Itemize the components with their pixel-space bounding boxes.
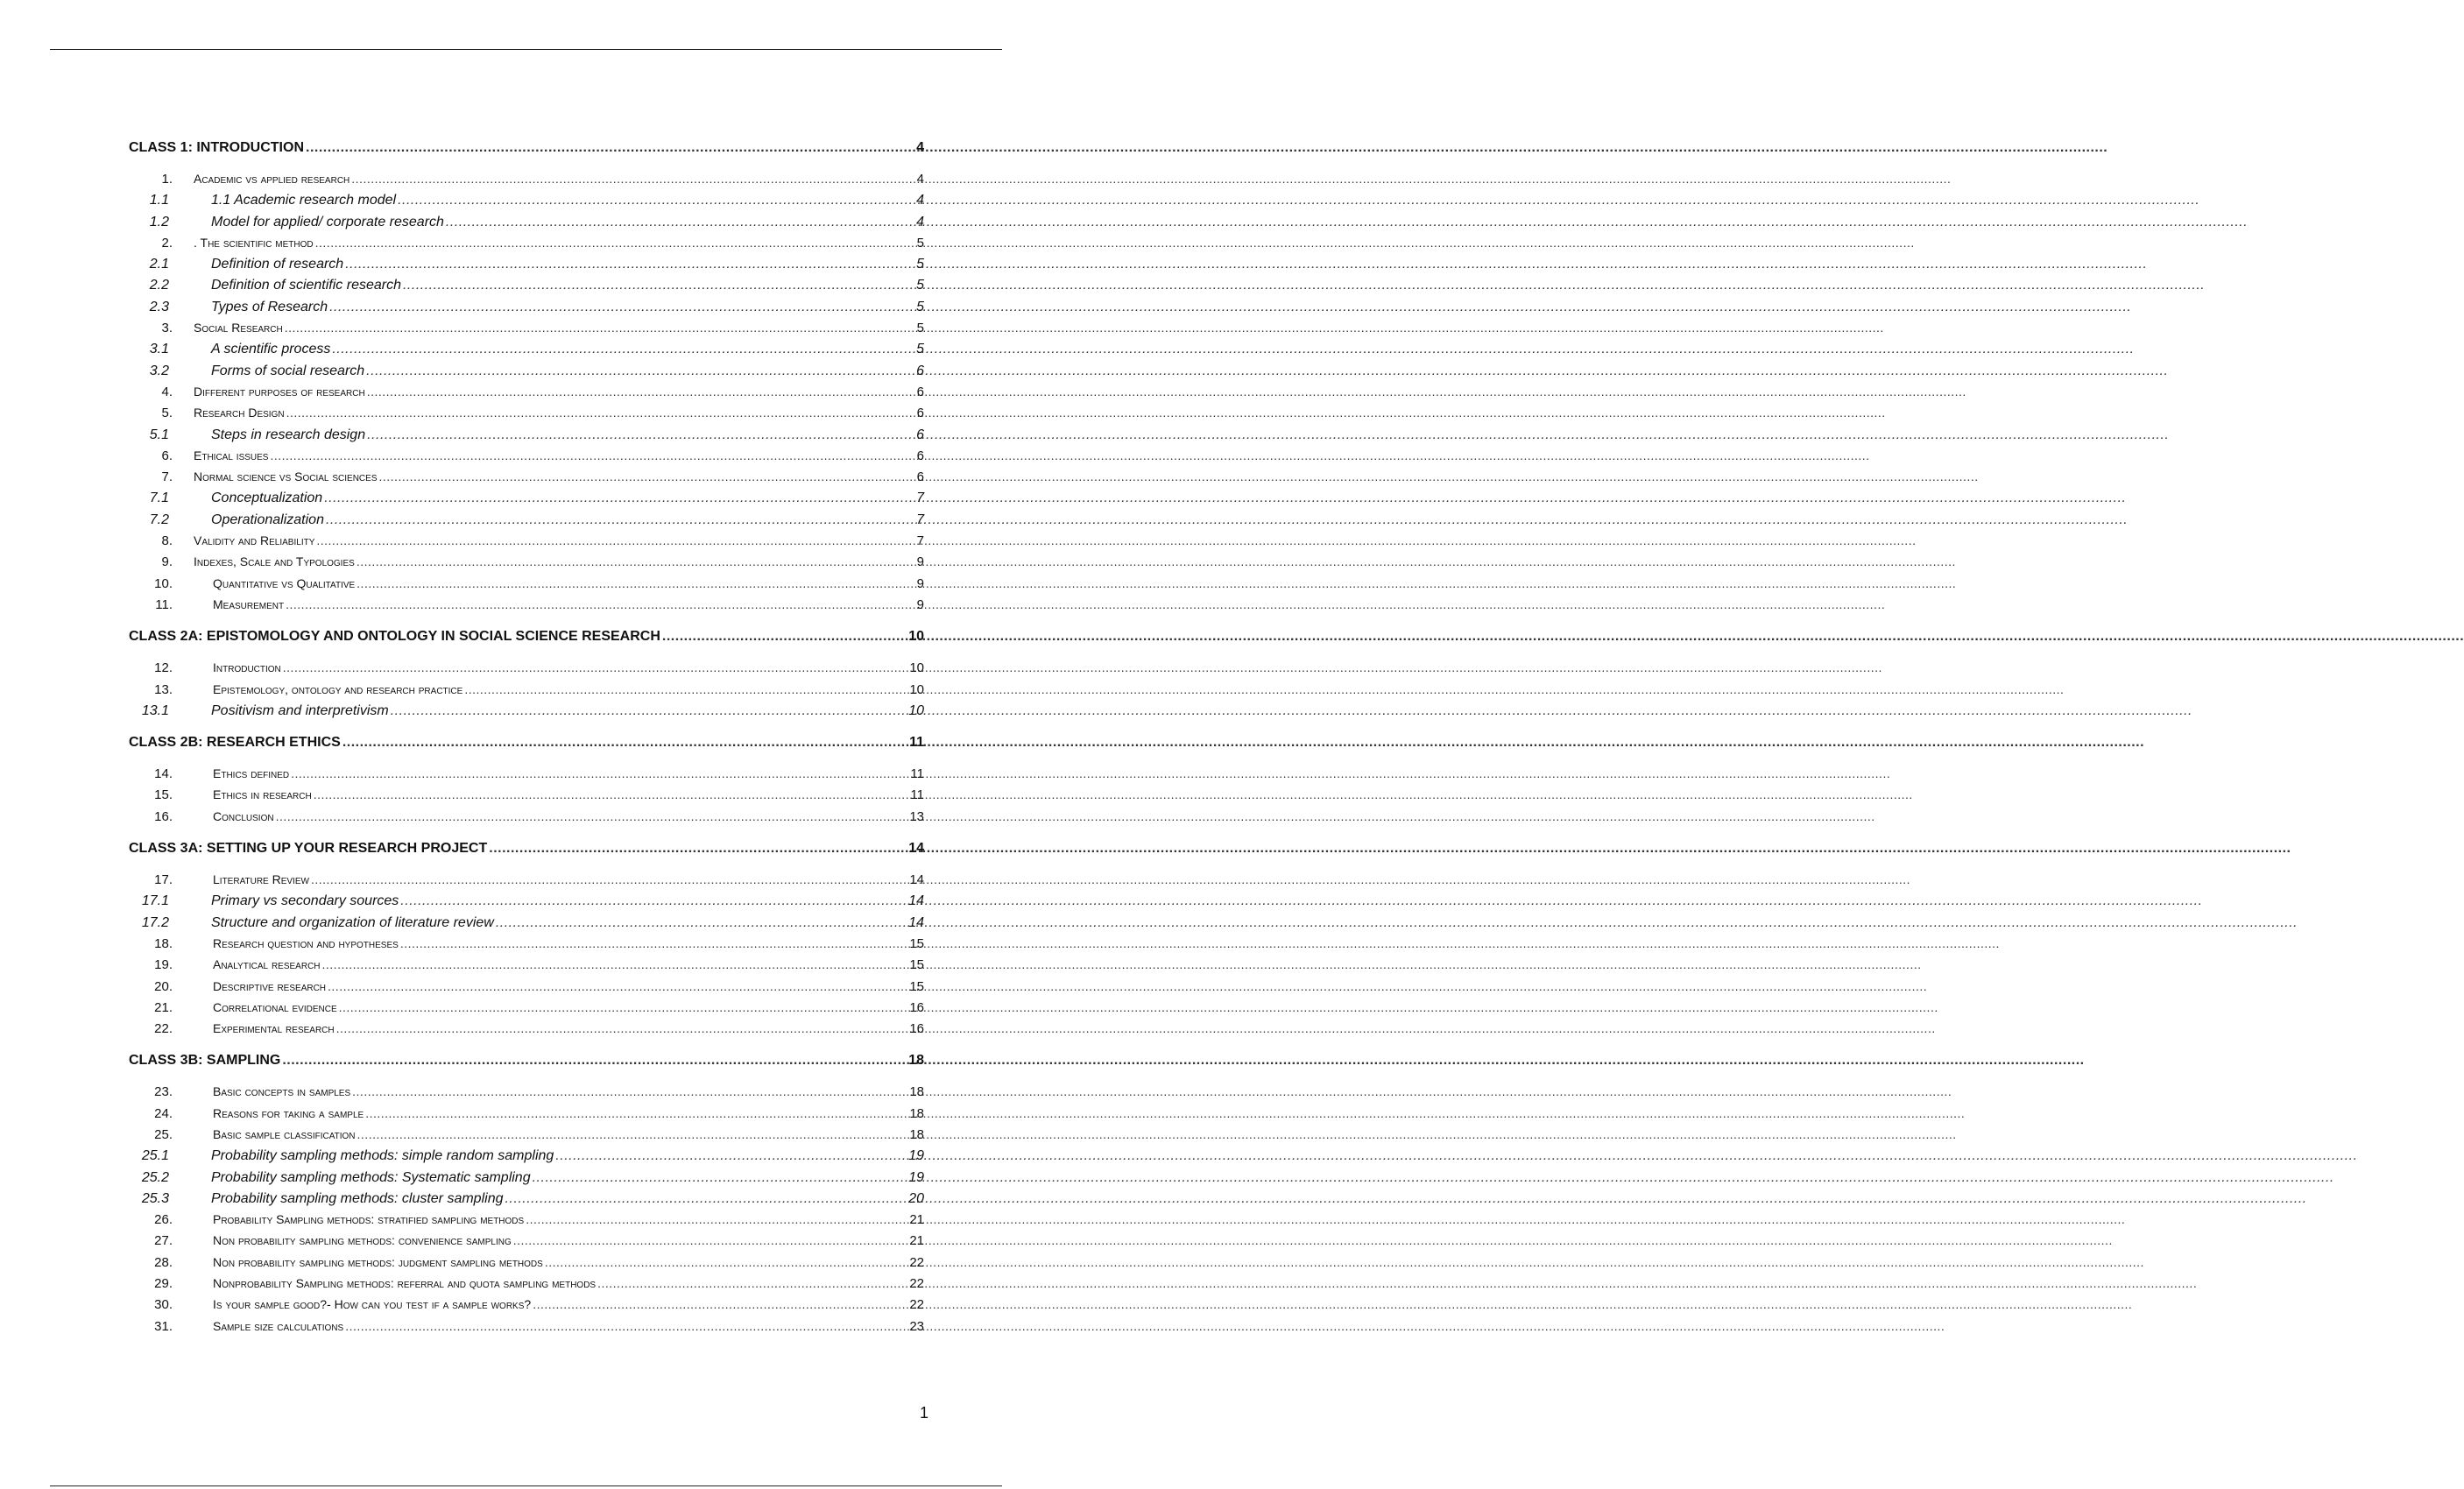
- footer-rule: [50, 1485, 1002, 1486]
- toc-dot-leader: [345, 1319, 905, 1333]
- toc-dot-leader: [283, 660, 905, 674]
- toc-dot-leader: [315, 236, 905, 250]
- toc-entry-number: 3.1: [149, 342, 169, 357]
- toc-dot-leader: [316, 533, 905, 547]
- toc-entry-title: Non probability sampling methods: judgment sampling methods: [213, 1254, 543, 1269]
- toc-section-entry[interactable]: [129, 1255, 924, 1276]
- toc-entry-page: 5: [916, 278, 924, 293]
- toc-entry-number: 1.: [161, 172, 173, 187]
- toc-dot-leader: [400, 936, 905, 950]
- toc-entry-page: 6: [916, 363, 924, 378]
- toc-subsection-entry[interactable]: [129, 1191, 924, 1212]
- toc-dot-leader: [306, 140, 905, 156]
- toc-entry-page: 5: [916, 321, 924, 336]
- toc-section-entry[interactable]: [129, 448, 924, 469]
- toc-section-entry[interactable]: [129, 385, 924, 406]
- toc-section-entry[interactable]: [129, 1084, 924, 1105]
- toc-dot-leader: [276, 809, 905, 823]
- toc-entry-number: 6.: [161, 448, 173, 463]
- toc-entry-number: 3.: [161, 321, 173, 336]
- toc-entry-page: 15: [909, 935, 924, 951]
- toc-dot-leader: [526, 1212, 905, 1226]
- toc-entry-number: 12.: [154, 660, 173, 676]
- toc-entry-number: 22.: [154, 1021, 173, 1037]
- toc-entry-page: 10: [908, 702, 924, 718]
- toc-entry-title: Social Research: [194, 321, 283, 335]
- toc-subsection-entry[interactable]: [129, 490, 924, 512]
- toc-subsection-entry[interactable]: [129, 703, 924, 724]
- toc-class-entry[interactable]: [129, 735, 924, 756]
- toc-entry-title: Probability Sampling methods: stratified sampling methods: [213, 1212, 525, 1227]
- toc-class-entry[interactable]: [129, 841, 924, 862]
- toc-entry-number: 9.: [161, 554, 173, 570]
- toc-entry-page: 19: [908, 1148, 924, 1164]
- toc-section-entry[interactable]: [129, 554, 924, 575]
- toc-section-entry[interactable]: [129, 660, 924, 681]
- toc-entry-page: 14: [909, 872, 924, 888]
- toc-class-entry[interactable]: [129, 140, 924, 161]
- toc-section-entry[interactable]: [129, 936, 924, 957]
- toc-dot-leader: [367, 427, 905, 443]
- toc-entry-page: 10: [908, 629, 924, 645]
- toc-entry-title: Is your sample good?- How can you test if a sample works?: [213, 1297, 532, 1312]
- toc-dot-leader: [533, 1297, 905, 1311]
- toc-entry-number: 20.: [154, 978, 173, 994]
- toc-entry-title: Steps in research design: [211, 427, 366, 442]
- toc-entry-number: 7.2: [149, 512, 169, 527]
- toc-entry-page: 4: [916, 214, 924, 229]
- toc-entry-title: Conclusion: [213, 808, 274, 823]
- toc-dot-leader: [286, 406, 905, 420]
- toc-dot-leader: [357, 576, 905, 590]
- toc-subsection-entry[interactable]: [129, 915, 924, 936]
- toc-entry-title: Definition of research: [211, 257, 344, 272]
- toc-entry-page: 18: [908, 1053, 924, 1069]
- toc-entry-number: 17.1: [141, 893, 169, 909]
- toc-section-entry[interactable]: [129, 872, 924, 893]
- toc-entry-page: 22: [909, 1254, 924, 1270]
- toc-entry-title: CLASS 2B: RESEARCH ETHICS: [129, 735, 341, 751]
- toc-entry-page: 13: [909, 808, 924, 824]
- toc-entry-page: 21: [909, 1212, 924, 1228]
- toc-dot-leader: [533, 1170, 905, 1186]
- toc-subsection-entry[interactable]: [129, 215, 924, 236]
- toc-entry-page: 5: [916, 342, 924, 357]
- toc-entry-page: 14: [908, 914, 924, 930]
- toc-entry-number: 2.: [161, 235, 173, 251]
- toc-dot-leader: [336, 1021, 905, 1035]
- toc-section-entry[interactable]: [129, 1000, 924, 1021]
- toc-section-entry[interactable]: [129, 979, 924, 1000]
- toc-dot-leader: [282, 1053, 905, 1069]
- toc-entry-number: 10.: [154, 575, 173, 591]
- toc-entry-title: A scientific process: [211, 342, 331, 357]
- toc-entry-title: Validity and Reliability: [194, 533, 315, 548]
- toc-entry-title: Non probability sampling methods: convenience sampling: [213, 1233, 512, 1248]
- toc-section-entry[interactable]: [129, 1276, 924, 1297]
- toc-entry-page: 6: [916, 384, 924, 399]
- toc-dot-leader: [365, 1106, 905, 1120]
- toc-entry-title: Experimental research: [213, 1021, 335, 1036]
- toc-entry-page: 4: [916, 193, 924, 208]
- toc-entry-number: 7.1: [149, 490, 169, 506]
- toc-dot-leader: [545, 1255, 905, 1269]
- toc-subsection-entry[interactable]: [129, 342, 924, 363]
- toc-section-entry[interactable]: [129, 321, 924, 342]
- toc-dot-leader: [464, 682, 905, 696]
- toc-entry-title: Definition of scientific research: [211, 278, 401, 293]
- toc-subsection-entry[interactable]: [129, 193, 924, 214]
- toc-dot-leader: [351, 172, 905, 186]
- toc-dot-leader: [314, 787, 905, 801]
- toc-entry-title: Introduction: [213, 660, 281, 675]
- toc-dot-leader: [324, 490, 905, 506]
- toc-entry-page: 18: [909, 1126, 924, 1142]
- toc-entry-number: 5.: [161, 406, 173, 421]
- toc-entry-page: 10: [909, 660, 924, 676]
- toc-entry-page: 7: [916, 512, 924, 527]
- toc-entry-page: 6: [916, 427, 924, 442]
- toc-entry-title: Academic vs applied research: [194, 172, 350, 186]
- toc-entry-number: 1.2: [149, 214, 169, 229]
- toc-dot-leader: [352, 1084, 905, 1098]
- toc-subsection-entry[interactable]: [129, 427, 924, 448]
- toc-entry-number: 17.: [154, 872, 173, 888]
- toc-dot-leader: [332, 342, 905, 357]
- toc-entry-number: 14.: [154, 766, 173, 782]
- toc-dot-leader: [291, 766, 905, 780]
- toc-entry-title: CLASS 2A: EPISTOMOLOGY AND ONTOLOGY IN SOCIAL SCIENCE RESEARCH: [129, 629, 660, 645]
- toc-entry-title: Probability sampling methods: simple random sampling: [211, 1148, 554, 1164]
- toc-entry-number: 25.: [154, 1126, 173, 1142]
- toc-entry-page: 18: [909, 1084, 924, 1100]
- toc-entry-title: CLASS 3A: SETTING UP YOUR RESEARCH PROJECT: [129, 841, 488, 857]
- toc-entry-number: 25.1: [141, 1148, 169, 1164]
- header-rule: [50, 49, 1002, 50]
- toc-dot-leader: [505, 1191, 905, 1207]
- toc-entry-number: 29.: [154, 1276, 173, 1292]
- toc-entry-title: Correlational evidence: [213, 999, 337, 1014]
- toc-dot-leader: [379, 469, 906, 483]
- toc-entry-page: 23: [909, 1318, 924, 1334]
- toc-entry-number: 26.: [154, 1212, 173, 1228]
- toc-dot-leader: [285, 321, 905, 335]
- toc-entry-title: Primary vs secondary sources: [211, 893, 399, 909]
- toc-entry-page: 15: [909, 978, 924, 994]
- toc-section-entry[interactable]: [129, 406, 924, 427]
- toc-entry-number: 1.1: [149, 193, 169, 208]
- toc-entry-number: 3.2: [149, 363, 169, 378]
- toc-entry-title: Indexes, Scale and Typologies: [194, 554, 355, 569]
- toc-section-entry[interactable]: [129, 469, 924, 490]
- toc-entry-number: 27.: [154, 1233, 173, 1249]
- toc-subsection-entry[interactable]: [129, 1148, 924, 1169]
- toc-entry-number: 13.1: [141, 702, 169, 718]
- toc-section-entry[interactable]: [129, 236, 924, 257]
- toc-entry-number: 11.: [155, 596, 173, 612]
- toc-dot-leader: [597, 1276, 905, 1290]
- toc-dot-leader: [345, 257, 905, 272]
- toc-entry-title: Sample size calculations: [213, 1318, 344, 1333]
- toc-entry-page: 14: [908, 841, 924, 857]
- toc-entry-title: Positivism and interpretivism: [211, 702, 389, 718]
- toc-entry-page: 6: [916, 448, 924, 463]
- toc-entry-number: 16.: [154, 808, 173, 824]
- toc-dot-leader: [339, 1000, 905, 1014]
- toc-dot-leader: [662, 629, 905, 645]
- toc-entry-page: 7: [916, 490, 924, 506]
- toc-entry-title: Epistemology, ontology and research practice: [213, 681, 463, 696]
- toc-dot-leader: [513, 1233, 905, 1247]
- toc-entry-number: 8.: [161, 533, 173, 549]
- toc-entry-page: 19: [908, 1169, 924, 1185]
- toc-entry-number: 21.: [154, 999, 173, 1015]
- toc-dot-leader: [328, 979, 905, 993]
- toc-entry-page: 18: [909, 1105, 924, 1121]
- toc-entry-page: 16: [909, 1021, 924, 1037]
- toc-section-entry[interactable]: [129, 1297, 924, 1318]
- toc-entry-title: 1.1 Academic research model: [211, 193, 397, 208]
- toc-section-entry[interactable]: [129, 1021, 924, 1042]
- toc-class-entry[interactable]: [129, 629, 924, 650]
- toc-entry-title: CLASS 3B: SAMPLING: [129, 1053, 281, 1069]
- toc-entry-number: 18.: [154, 935, 173, 951]
- toc-entry-number: 24.: [154, 1105, 173, 1121]
- toc-dot-leader: [322, 957, 905, 971]
- toc-section-entry[interactable]: [129, 1212, 924, 1233]
- toc-entry-title: Ethics defined: [213, 766, 290, 781]
- page-number: 1: [919, 1404, 928, 1422]
- toc-entry-number: 15.: [154, 787, 173, 803]
- toc-section-entry[interactable]: [129, 809, 924, 830]
- toc-entry-page: 20: [908, 1190, 924, 1206]
- toc-dot-leader: [446, 215, 905, 230]
- toc-entry-number: 5.1: [149, 427, 169, 442]
- toc-dot-leader: [357, 1127, 905, 1141]
- toc-dot-leader: [366, 363, 905, 379]
- toc-entry-title: Basic sample classification: [213, 1126, 356, 1141]
- toc-entry-number: 23.: [154, 1084, 173, 1100]
- toc-entry-number: 13.: [154, 681, 173, 697]
- toc-dot-leader: [489, 841, 905, 857]
- toc-dot-leader: [367, 385, 905, 399]
- toc-dot-leader: [496, 915, 905, 931]
- toc-entry-number: 25.2: [141, 1169, 169, 1185]
- toc-entry-page: 9: [916, 575, 924, 591]
- toc-entry-number: 2.3: [149, 299, 169, 314]
- toc-dot-leader: [403, 278, 905, 293]
- toc-class-entry[interactable]: [129, 1053, 924, 1074]
- toc-entry-title: Ethics in research: [213, 787, 312, 802]
- toc-section-entry[interactable]: [129, 766, 924, 787]
- toc-entry-title: Normal science vs Social sciences: [194, 469, 378, 484]
- toc-entry-page: 10: [909, 681, 924, 697]
- toc-section-entry[interactable]: [129, 576, 924, 597]
- toc-dot-leader: [357, 554, 905, 568]
- toc-entry-page: 6: [916, 406, 924, 421]
- toc-dot-leader: [329, 300, 905, 315]
- toc-entry-page: 6: [916, 469, 924, 485]
- toc-entry-page: 11: [909, 735, 924, 751]
- toc-section-entry[interactable]: [129, 1106, 924, 1127]
- toc-entry-title: Structure and organization of literature review: [211, 914, 494, 930]
- toc-entry-page: 14: [908, 893, 924, 909]
- toc-entry-page: 5: [916, 257, 924, 272]
- toc-section-entry[interactable]: [129, 1127, 924, 1148]
- toc-entry-title: Reasons for taking a sample: [213, 1105, 364, 1120]
- toc-entry-title: Probability sampling methods: Systematic sampling: [211, 1169, 531, 1185]
- toc-dot-leader: [326, 512, 905, 528]
- toc-subsection-entry[interactable]: [129, 893, 924, 914]
- table-of-contents: [129, 140, 924, 1340]
- toc-subsection-entry[interactable]: [129, 278, 924, 299]
- toc-entry-page: 21: [909, 1233, 924, 1249]
- toc-subsection-entry[interactable]: [129, 363, 924, 385]
- toc-dot-leader: [270, 448, 905, 462]
- toc-entry-title: Conceptualization: [211, 490, 323, 506]
- toc-entry-title: Different purposes of research: [194, 384, 365, 399]
- toc-entry-title: Research question and hypotheses: [213, 935, 399, 950]
- toc-entry-number: 7.: [161, 469, 173, 485]
- toc-section-entry[interactable]: [129, 533, 924, 554]
- toc-entry-title: Literature Review: [213, 872, 309, 887]
- toc-entry-title: Analytical research: [213, 957, 321, 972]
- toc-entry-page: 9: [916, 554, 924, 570]
- toc-entry-page: 15: [909, 957, 924, 973]
- toc-entry-title: Basic concepts in samples: [213, 1084, 351, 1099]
- toc-entry-number: 19.: [154, 957, 173, 973]
- toc-entry-title: Probability sampling methods: cluster sampling: [211, 1190, 504, 1206]
- toc-entry-title: Forms of social research: [211, 363, 365, 378]
- toc-entry-title: Quantitative vs Qualitative: [213, 575, 356, 590]
- toc-entry-page: 5: [916, 299, 924, 314]
- toc-entry-title: Operationalization: [211, 512, 324, 527]
- toc-subsection-entry[interactable]: [129, 257, 924, 278]
- toc-entry-page: 7: [916, 533, 924, 549]
- toc-entry-number: 2.1: [149, 257, 169, 272]
- toc-entry-title: Types of Research: [211, 299, 328, 314]
- toc-entry-title: Descriptive research: [213, 978, 327, 993]
- toc-subsection-entry[interactable]: [129, 1170, 924, 1191]
- toc-entry-number: 31.: [154, 1318, 173, 1334]
- toc-entry-page: 16: [909, 999, 924, 1015]
- toc-section-entry[interactable]: [129, 597, 924, 618]
- toc-entry-title: Research Design: [194, 406, 285, 420]
- toc-entry-number: 25.3: [141, 1190, 169, 1206]
- toc-subsection-entry[interactable]: [129, 512, 924, 533]
- toc-dot-leader: [400, 893, 905, 909]
- toc-entry-page: 4: [916, 140, 924, 155]
- toc-entry-page: 22: [909, 1276, 924, 1292]
- toc-entry-title: . The scientific method: [194, 235, 314, 250]
- toc-entry-page: 5: [916, 235, 924, 251]
- toc-entry-page: 4: [916, 172, 924, 187]
- toc-dot-leader: [311, 872, 905, 886]
- toc-section-entry[interactable]: [129, 172, 924, 193]
- toc-entry-title: Ethical issues: [194, 448, 269, 462]
- toc-entry-number: 17.2: [141, 914, 169, 930]
- toc-entry-title: Model for applied/ corporate research: [211, 214, 444, 229]
- toc-section-entry[interactable]: [129, 787, 924, 808]
- toc-entry-page: 11: [910, 766, 924, 782]
- toc-section-entry[interactable]: [129, 1233, 924, 1254]
- toc-entry-title: Measurement: [213, 596, 285, 611]
- toc-dot-leader: [391, 703, 905, 719]
- toc-dot-leader: [398, 193, 905, 208]
- toc-dot-leader: [342, 735, 905, 751]
- toc-section-entry[interactable]: [129, 1319, 924, 1340]
- toc-entry-title: CLASS 1: INTRODUCTION: [129, 140, 304, 155]
- toc-subsection-entry[interactable]: [129, 300, 924, 321]
- toc-dot-leader: [555, 1148, 905, 1164]
- toc-section-entry[interactable]: [129, 957, 924, 978]
- toc-entry-page: 11: [910, 787, 924, 803]
- toc-entry-number: 28.: [154, 1254, 173, 1270]
- toc-entry-number: 2.2: [149, 278, 169, 293]
- toc-entry-page: 22: [909, 1297, 924, 1313]
- toc-section-entry[interactable]: [129, 682, 924, 703]
- toc-dot-leader: [286, 597, 905, 611]
- toc-entry-title: Nonprobability Sampling methods: referral and quota sampling methods: [213, 1276, 597, 1291]
- toc-entry-number: 4.: [161, 384, 173, 399]
- toc-entry-number: 30.: [154, 1297, 173, 1313]
- toc-entry-page: 9: [916, 596, 924, 612]
